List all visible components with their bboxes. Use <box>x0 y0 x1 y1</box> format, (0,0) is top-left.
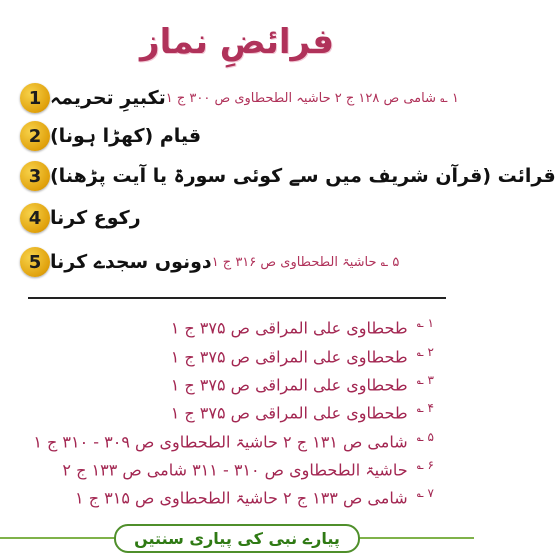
footer-label: پیارے نبی کی پیاری سنتیں <box>114 524 360 553</box>
reference-text-1: طحطاوی علی المراقی ص ۳۷۵ ج ۱ <box>170 318 408 338</box>
reference-6 <box>62 458 434 479</box>
reference-mark-1: ۱ ؎ <box>416 316 434 330</box>
reference-5 <box>33 430 434 451</box>
reference-2 <box>171 345 434 366</box>
reference-mark-3: ۳ ؎ <box>416 373 434 387</box>
number-badge-5: 5 <box>20 247 50 277</box>
number-badge-4: 4 <box>20 203 50 233</box>
footer <box>0 519 474 557</box>
reference-mark-4: ۴ ؎ <box>416 401 434 415</box>
divider <box>28 297 446 299</box>
reference-mark-6: ۶ ؎ <box>416 458 434 472</box>
reference-mark-5: ۵ ؎ <box>416 430 434 444</box>
reference-3 <box>171 373 434 394</box>
fard-text-4: رکوع کرنا <box>50 207 141 229</box>
reference-mark-2: ۲ ؎ <box>416 345 434 359</box>
fard-note-1: ۱ ؎ شامی ص ۱۲۸ ج ۲ حاشیہ الطحطاوی ص ۳۰۰ ج ۱ <box>165 90 459 106</box>
reference-text-7: شامی ص ۱۳۳ ج ۲ حاشیۃ الطحطاوی ص ۳۱۵ ج ۱ <box>75 488 408 508</box>
fard-text-5: دونوں سجدے کرنا <box>50 251 212 273</box>
reference-mark-7: ۷ ؎ <box>416 486 434 500</box>
reference-text-4: طحطاوی علی المراقی ص ۳۷۵ ج ۱ <box>170 403 408 423</box>
fard-text-3: قرائت (قرآن شریف میں سے کوئی سورۃ یا آیت پڑھنا) <box>50 165 556 187</box>
fard-note-5: ۵ ؎ حاشیۃ الطحطاوی ص ۳۱۶ ج ۱ <box>211 254 400 270</box>
fard-item-2 <box>10 118 460 154</box>
page-title: فرائضِ نماز <box>140 22 334 62</box>
number-badge-2: 2 <box>20 121 50 151</box>
number-badge-1: 1 <box>20 83 50 113</box>
reference-text-2: طحطاوی علی المراقی ص ۳۷۵ ج ۱ <box>170 347 408 367</box>
number-badge-3: 3 <box>20 161 50 191</box>
fard-item-4 <box>10 200 460 236</box>
reference-4 <box>171 401 434 422</box>
reference-text-5: شامی ص ۱۳۱ ج ۲ حاشیۃ الطحطاوی ص ۳۰۹ - ۳۱۰ ج ۱ <box>33 432 408 452</box>
fard-text-1: تکبیرِ تحریمہ <box>50 87 166 109</box>
reference-text-6: حاشیۃ الطحطاوی ص ۳۱۰ - ۳۱۱ شامی ص ۱۳۳ ج ۲ <box>62 460 408 480</box>
fard-text-2: قیام (کھڑا ہونا) <box>50 125 202 147</box>
reference-1 <box>171 316 434 337</box>
fard-item-1 <box>10 80 460 116</box>
reference-text-3: طحطاوی علی المراقی ص ۳۷۵ ج ۱ <box>170 375 408 395</box>
fard-item-5 <box>10 244 460 280</box>
fard-item-3 <box>10 158 556 194</box>
reference-7 <box>75 486 434 507</box>
